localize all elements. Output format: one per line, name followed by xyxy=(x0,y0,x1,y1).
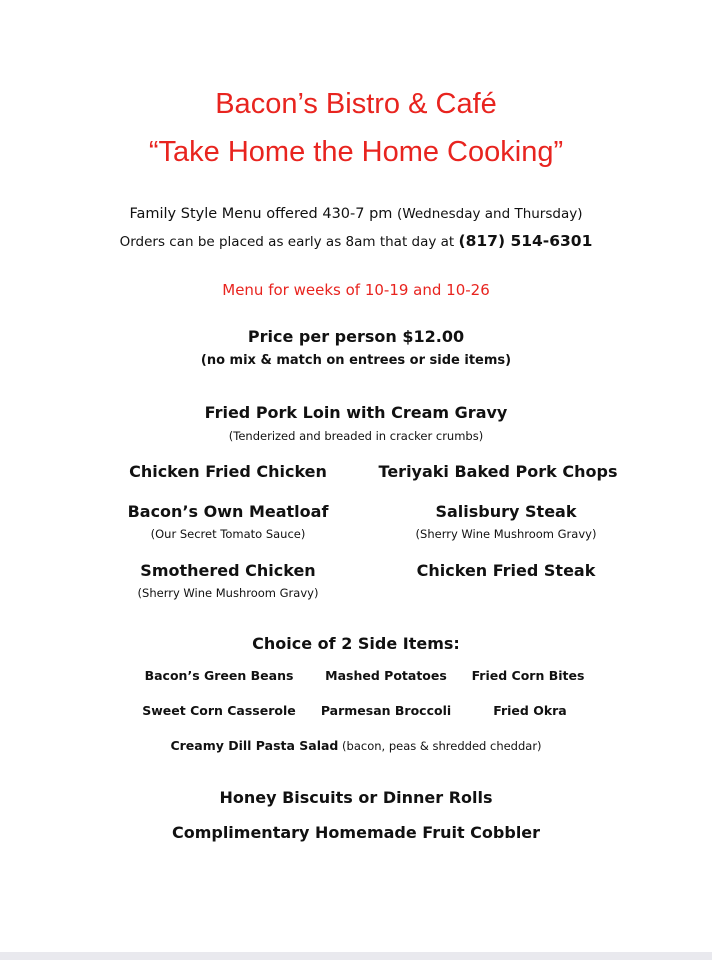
side-item: Fried Corn Bites xyxy=(471,668,585,683)
bread-choice: Honey Biscuits or Dinner Rolls xyxy=(219,788,493,807)
service-hours-text: Family Style Menu offered 430-7 pm xyxy=(129,206,398,222)
featured-entree-note: (Tenderized and breaded in cracker crumbs) xyxy=(228,429,484,443)
sides-heading: Choice of 2 Side Items: xyxy=(252,634,460,653)
entree-item: Teriyaki Baked Pork Chops xyxy=(378,462,618,481)
order-info-text: Orders can be placed as early as 8am that day at xyxy=(119,234,459,250)
entree-item: Chicken Fried Chicken xyxy=(129,462,327,481)
side-item: Fried Okra xyxy=(493,703,567,718)
featured-entree: Fried Pork Loin with Cream Gravy xyxy=(204,403,508,422)
page-bottom-edge xyxy=(0,952,712,960)
dessert: Complimentary Homemade Fruit Cobbler xyxy=(171,823,541,842)
phone-number[interactable]: (817) 514-6301 xyxy=(458,232,593,250)
pasta-salad xyxy=(0,738,712,753)
service-hours xyxy=(0,206,712,222)
entree-item: Bacon’s Own Meatloaf xyxy=(127,502,329,521)
side-item: Bacon’s Green Beans xyxy=(144,668,294,683)
price-note: (no mix & match on entrees or side items) xyxy=(200,353,512,368)
slogan: “Take Home the Home Cooking” xyxy=(148,136,564,168)
side-item: Sweet Corn Casserole xyxy=(142,703,296,718)
price-per-person: Price per person $12.00 xyxy=(247,327,465,346)
restaurant-title: Bacon’s Bistro & Café xyxy=(215,88,497,120)
side-item: Parmesan Broccoli xyxy=(320,703,452,718)
pasta-salad-name: Creamy Dill Pasta Salad xyxy=(170,738,339,753)
entree-note: (Sherry Wine Mushroom Gravy) xyxy=(137,586,319,600)
entree-note: (Sherry Wine Mushroom Gravy) xyxy=(415,527,597,541)
menu-weeks: Menu for weeks of 10-19 and 10-26 xyxy=(222,281,490,299)
entree-item: Salisbury Steak xyxy=(435,502,577,521)
pasta-salad-note: (bacon, peas & shredded cheddar) xyxy=(338,739,542,753)
entree-item: Smothered Chicken xyxy=(140,561,316,580)
order-info xyxy=(0,232,712,250)
entree-item: Chicken Fried Steak xyxy=(416,561,596,580)
side-item: Mashed Potatoes xyxy=(325,668,447,683)
service-days: (Wednesday and Thursday) xyxy=(397,206,583,222)
entree-note: (Our Secret Tomato Sauce) xyxy=(150,527,306,541)
